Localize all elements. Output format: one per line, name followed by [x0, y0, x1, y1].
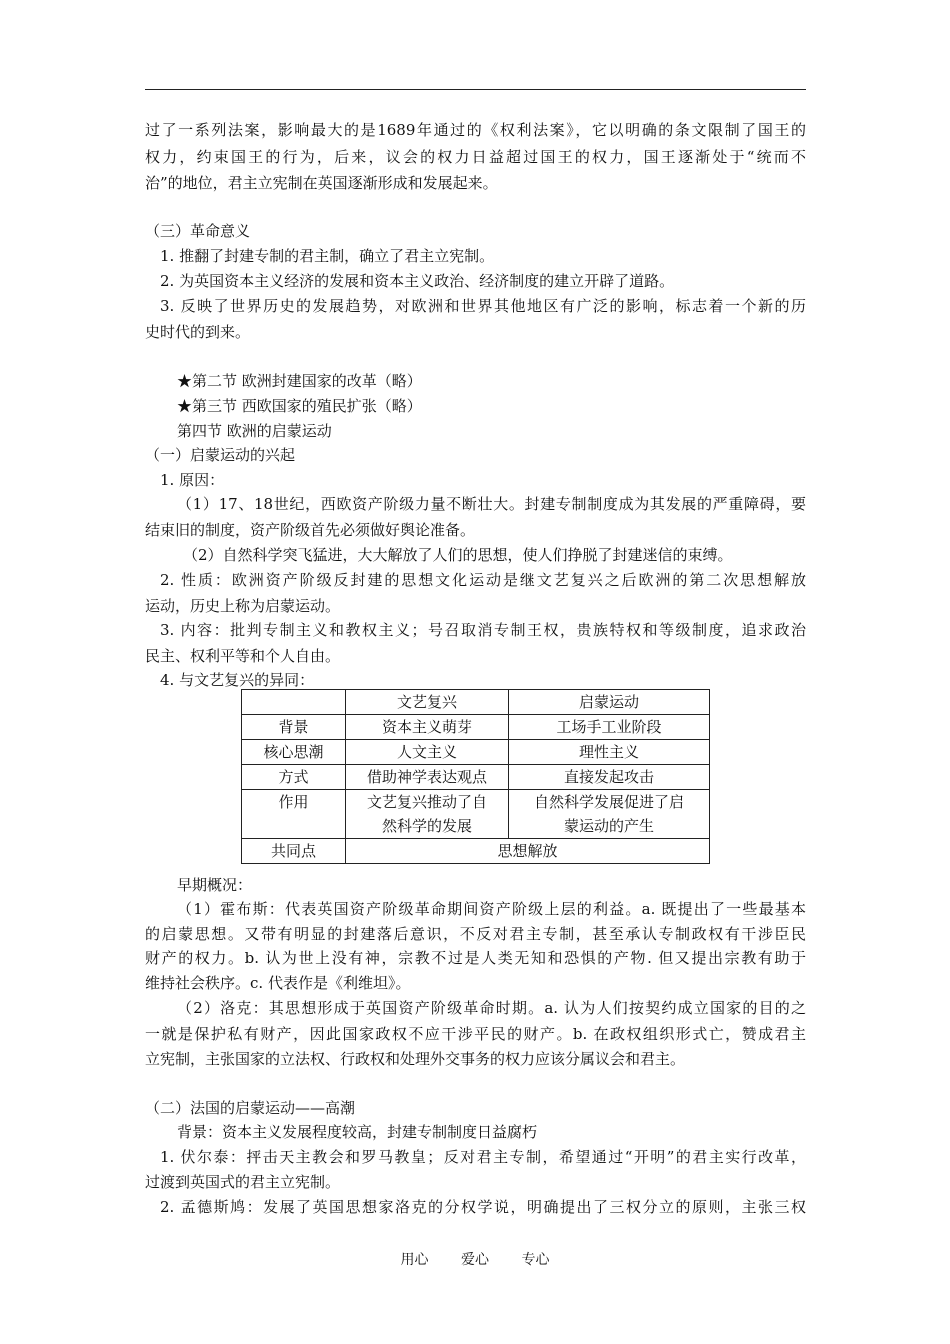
paragraph-line: 维持社会秩序。c. 代表作是《利维坦》。 — [145, 974, 411, 992]
cell-line: 蒙运动的产生 — [563, 817, 654, 835]
table-cell: 借助神学表达观点 — [346, 765, 509, 790]
list-item: 1. 伏尔泰：抨击天主教会和罗马教皇；反对君主专制，希望通过“开明”的君主实行改革， — [160, 1148, 806, 1166]
table-row — [242, 790, 710, 839]
table-row — [242, 740, 710, 765]
table-cell: 资本主义萌芽 — [346, 715, 509, 740]
paragraph-line: 立宪制，主张国家的立法权、行政权和处理外交事务的权力应该分属议会和君主。 — [145, 1050, 686, 1068]
cell-line: 自然科学发展促进了启 — [533, 793, 684, 811]
paragraph-line: 治”的地位，君主立宪制在英国逐渐形成和发展起来。 — [145, 174, 498, 192]
list-item: 3. 内容：批判专制主义和教权主义；号召取消专制王权，贵族特权和等级制度，追求政治 — [160, 621, 806, 639]
table-header-cell: 启蒙运动 — [509, 690, 710, 715]
section-heading: （二）法国的启蒙运动——高潮 — [145, 1099, 356, 1117]
comparison-table — [241, 689, 710, 864]
list-item: 2. 为英国资本主义经济的发展和资本主义政治、经济制度的建立开辟了道路。 — [160, 272, 675, 290]
section-heading: （三）革命意义 — [145, 222, 251, 240]
paragraph-line: 的启蒙思想。又带有明显的封建落后意识，不反对君主专制，甚至承认专制政权有干涉臣民 — [145, 925, 806, 943]
chapter-heading: ★第三节 西欧国家的殖民扩张（略） — [177, 397, 422, 415]
list-item: 1. 原因： — [160, 471, 225, 489]
list-item: （1）17、18世纪，西欧资产阶级力量不断壮大。封建专制制度成为其发展的严重障碍，要 — [177, 495, 806, 513]
section-heading: （一）启蒙运动的兴起 — [145, 446, 296, 464]
table-header-row — [242, 690, 710, 715]
chapter-heading: 第四节 欧洲的启蒙运动 — [177, 422, 332, 440]
table-cell: 核心思潮 — [242, 740, 346, 765]
list-item: （2）自然科学突飞猛进，大大解放了人们的思想，使人们挣脱了封建迷信的束缚。 — [183, 546, 733, 564]
header-rule — [145, 89, 806, 90]
footer-text: 爱心 — [461, 1252, 489, 1268]
paragraph-line: 一就是保护私有财产，因此国家政权不应干涉平民的财产。b. 在政权组织形式亡，赞成君主 — [145, 1025, 806, 1043]
table-cell: 人文主义 — [346, 740, 509, 765]
table-cell: 作用 — [242, 790, 346, 839]
list-item: 4. 与文艺复兴的异同： — [160, 671, 315, 689]
list-item: 2. 性质：欧洲资产阶级反封建的思想文化运动是继文艺复兴之后欧洲的第二次思想解放 — [160, 571, 806, 589]
paragraph-line: 财产的权力。b. 认为世上没有神，宗教不过是人类无知和恐惧的产物. 但又提出宗教有助于 — [145, 949, 806, 967]
paragraph-line: 过了一系列法案，影响最大的是1689年通过的《权利法案》，它以明确的条文限制了国王的 — [145, 121, 806, 139]
table-row — [242, 715, 710, 740]
list-item-continuation: 运动，历史上称为启蒙运动。 — [145, 597, 341, 615]
paragraph-line: （1）霍布斯：代表英国资产阶级革命期间资产阶级上层的利益。a. 既提出了一些最基本 — [177, 900, 806, 918]
paragraph-line: 背景：资本主义发展程度较高，封建专制制度日益腐朽 — [177, 1123, 538, 1141]
footer-text: 用心 — [400, 1252, 429, 1268]
table-cell: 思想解放 — [346, 839, 710, 864]
cell-line: 然科学的发展 — [381, 817, 472, 835]
table-header-cell: 文艺复兴 — [346, 690, 509, 715]
list-item-continuation: 过渡到英国式的君主立宪制。 — [145, 1173, 341, 1191]
table-cell: 方式 — [242, 765, 346, 790]
table-cell — [346, 790, 509, 839]
list-item-continuation: 史时代的到来。 — [145, 323, 251, 341]
list-item: 2. 孟德斯鸠：发展了英国思想家洛克的分权学说，明确提出了三权分立的原则，主张三权 — [160, 1198, 806, 1216]
table-cell: 背景 — [242, 715, 346, 740]
paragraph-line: （2）洛克：其思想形成于英国资产阶级革命时期。a. 认为人们按契约成立国家的目的之 — [177, 999, 806, 1017]
table-header-cell — [242, 690, 346, 715]
cell-line: 文艺复兴推动了自 — [366, 793, 487, 811]
list-item: 1. 推翻了封建专制的君主制，确立了君主立宪制。 — [160, 247, 495, 265]
table-row — [242, 839, 710, 864]
list-item-continuation: 结束旧的制度，资产阶级首先必须做好舆论准备。 — [145, 521, 476, 539]
table-cell: 工场手工业阶段 — [509, 715, 710, 740]
table-cell — [509, 790, 710, 839]
footer-text: 专心 — [521, 1252, 550, 1268]
list-item-continuation: 民主、权利平等和个人自由。 — [145, 647, 341, 665]
table-cell: 共同点 — [242, 839, 346, 864]
paragraph-line: 权力，约束国王的行为，后来，议会的权力日益超过国王的权力，国王逐渐处于“统而不 — [145, 148, 806, 166]
page-footer — [0, 1249, 950, 1269]
table-cell: 理性主义 — [509, 740, 710, 765]
list-item: 3. 反映了世界历史的发展趋势，对欧洲和世界其他地区有广泛的影响，标志着一个新的历 — [160, 297, 806, 315]
subheading: 早期概况： — [177, 876, 253, 894]
table-cell: 直接发起攻击 — [509, 765, 710, 790]
chapter-heading: ★第二节 欧洲封建国家的改革（略） — [177, 372, 422, 390]
table-row — [242, 765, 710, 790]
